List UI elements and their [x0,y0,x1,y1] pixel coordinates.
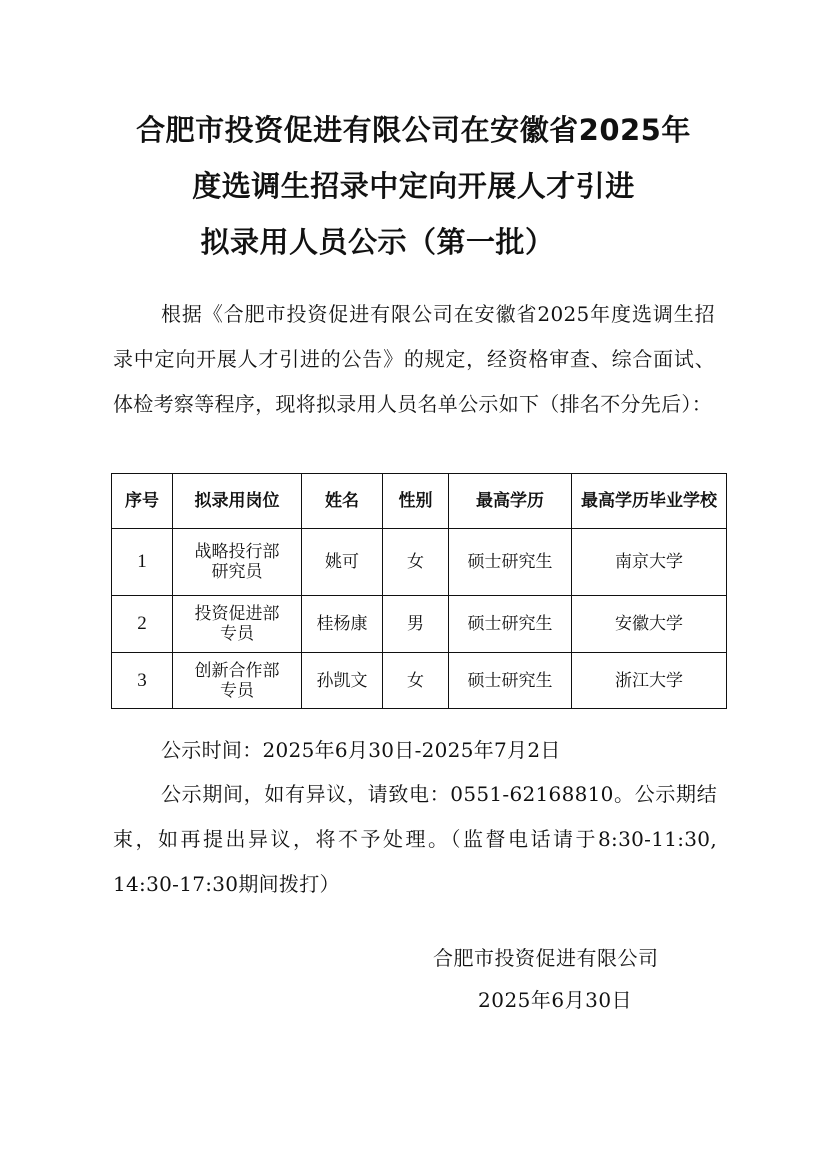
cell-gender: 女 [383,653,449,709]
header-school: 最高学历毕业学校 [572,474,727,529]
position-line-1: 创新合作部 [194,660,280,681]
cell-name: 桂杨康 [302,596,383,653]
header-name: 姓名 [302,474,383,529]
position-line-1: 战略投行部 [194,542,280,562]
table-row [112,529,727,596]
candidate-table [111,473,727,709]
position-line-2: 研究员 [211,562,263,582]
title-line-3: 拟录用人员公示（第一批） [200,225,555,259]
title-line-1: 合肥市投资促进有限公司在安徽省2025年 [136,113,691,147]
cell-name: 姚可 [302,529,383,596]
header-gender: 性别 [383,474,449,529]
intro-paragraph: 根据《合肥市投资促进有限公司在安徽省2025年度选调生招录中定向开展人才引进的公告》的规定，经资格审查、综合面试、体检考察等程序，现将拟录用人员名单公示如下（排名不分先后）： [113,302,715,416]
cell-school: 安徽大学 [572,596,727,653]
table-header-row [112,474,727,529]
cell-education: 硕士研究生 [449,653,572,709]
signature-date: 2025年6月30日 [478,988,633,1012]
cell-position [173,596,302,653]
cell-seq: 3 [112,653,173,709]
header-position: 拟录用岗位 [173,474,302,529]
cell-education: 硕士研究生 [449,596,572,653]
cell-seq: 1 [112,529,173,596]
table-row [112,596,727,653]
cell-name: 孙凯文 [302,653,383,709]
cell-gender: 男 [383,596,449,653]
position-line-2: 专员 [220,624,254,644]
position-line-2: 专员 [220,680,254,701]
objection-notice: 公示期间，如有异议，请致电：0551-62168810。公示期结束，如再提出异议，将不予处理。（监督电话请于8:30-11:30, 14:30-17:30期间拨打） [113,782,717,896]
signature-organization: 合肥市投资促进有限公司 [433,946,659,970]
header-seq: 序号 [112,474,173,529]
cell-school: 浙江大学 [572,653,727,709]
cell-school: 南京大学 [572,529,727,596]
title-line-2: 度选调生招录中定向开展人才引进 [192,169,635,203]
cell-position [173,653,302,709]
cell-education: 硕士研究生 [449,529,572,596]
cell-position [173,529,302,596]
position-line-1: 投资促进部 [194,604,280,624]
publicity-period: 公示时间：2025年6月30日-2025年7月2日 [161,738,561,762]
table-row [112,653,727,709]
cell-seq: 2 [112,596,173,653]
header-education: 最高学历 [449,474,572,529]
cell-gender: 女 [383,529,449,596]
